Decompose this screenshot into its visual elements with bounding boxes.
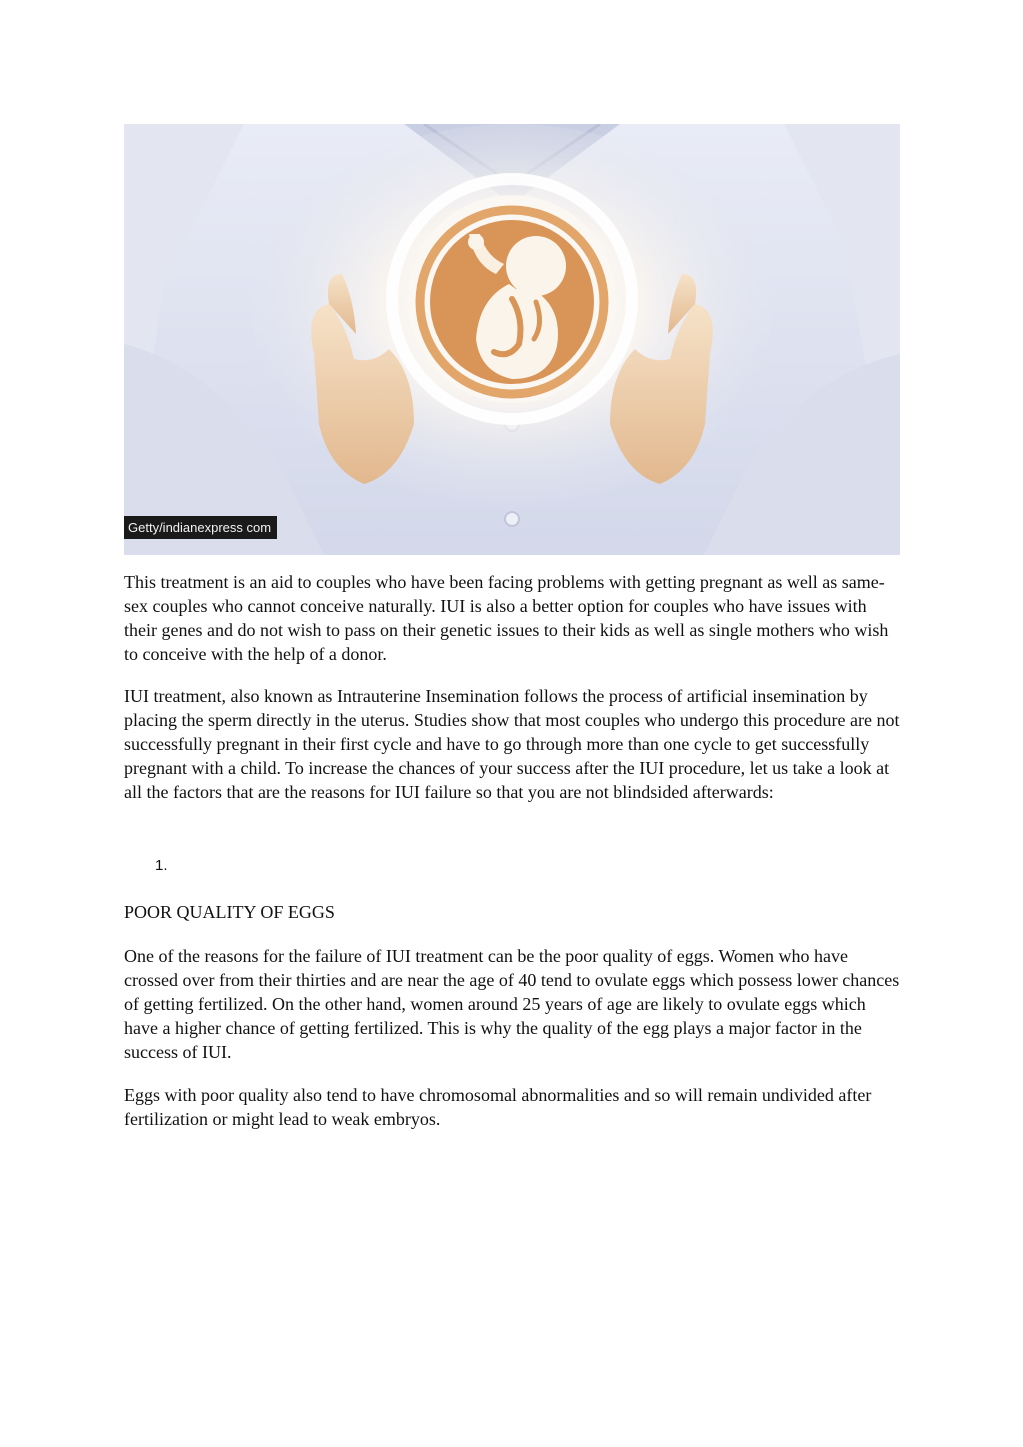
hero-image [124, 124, 900, 555]
section-heading: POOR QUALITY OF EGGS [124, 902, 335, 922]
paragraph: Eggs with poor quality also tend to have chromosomal abnormalities and so will remain undivided after fertilization or might lead to weak embryos. [124, 1085, 872, 1129]
doctor-hands-illustration [124, 124, 900, 555]
list-number: 1. [155, 857, 168, 874]
article-intro [124, 570, 900, 804]
image-credit: Getty/indianexpress com [124, 516, 277, 539]
paragraph: One of the reasons for the failure of IUI treatment can be the poor quality of eggs. Women who have crossed over from their thirties and are near the age of 40 tend to ovulate eggs which possess lower chances of getting fertilized. On the other hand, women around 25 years of age are likely to ovulate eggs which have a higher chance of getting fertilized. This is why the quality of the egg plays a major factor in the success of IUI. [124, 946, 900, 1062]
paragraph: This treatment is an aid to couples who have been facing problems with getting pregnant as well as same-sex couples who cannot conceive naturally. IUI is also a better option for couples who have issues with their genes and do not wish to pass on their genetic issues to their kids as well as single mothers who wish to conceive with the help of a donor. [124, 572, 889, 664]
paragraph: IUI treatment, also known as Intrauterine Insemination follows the process of artificial insemination by placing the sperm directly in the uterus. Studies show that most couples who undergo this procedure are not successfully pregnant in their first cycle and have to go through more than one cycle to get successfully pregnant with a child. To increase the chances of your success after the IUI procedure, let us take a look at all the factors that are the reasons for IUI failure so that you are not blindsided afterwards: [124, 686, 900, 802]
section-body [124, 944, 900, 1131]
